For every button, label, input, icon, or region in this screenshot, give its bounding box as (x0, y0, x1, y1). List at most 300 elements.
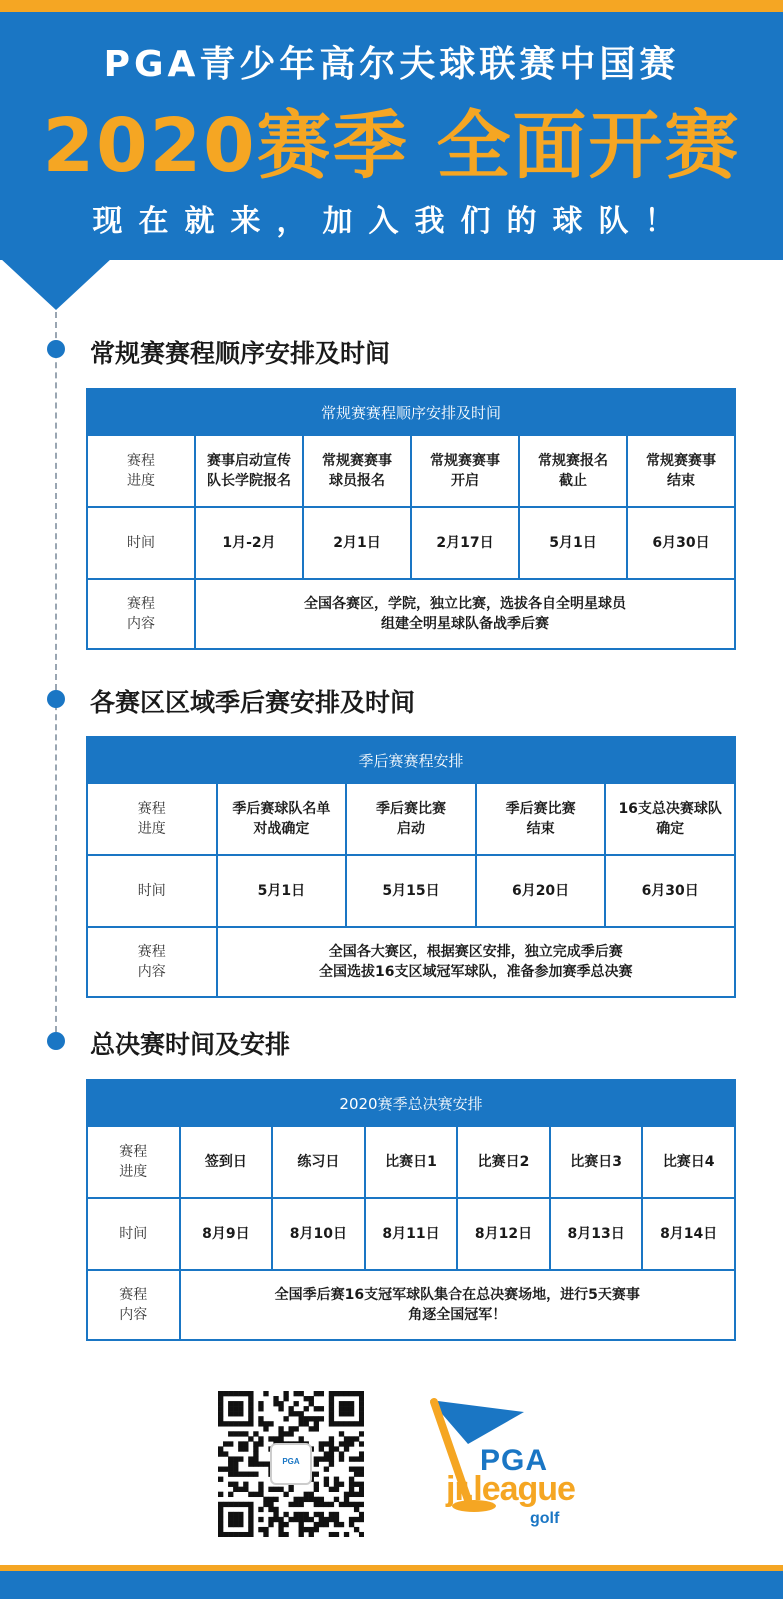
stage-time: 6月30日 (627, 507, 735, 579)
qr-module (294, 1411, 299, 1416)
qr-module (228, 1482, 233, 1487)
qr-module (263, 1532, 268, 1537)
qr-module (304, 1517, 309, 1522)
qr-module (349, 1477, 354, 1482)
qr-module (329, 1502, 334, 1507)
qr-module (288, 1406, 293, 1411)
stage-time: 8月13日 (550, 1198, 643, 1270)
header-title: PGA青少年高尔夫球联赛中国赛 (103, 44, 680, 85)
qr-module (314, 1421, 319, 1426)
table-row (87, 1198, 735, 1270)
qr-module (268, 1517, 273, 1522)
stage-name: 常规赛赛事 结束 (627, 435, 735, 507)
qr-module (258, 1406, 263, 1411)
qr-module (299, 1421, 304, 1426)
table-row (87, 507, 735, 579)
qr-module (288, 1517, 293, 1522)
qr-module (253, 1472, 258, 1477)
qr-module (314, 1522, 319, 1527)
qr-module (329, 1411, 334, 1416)
qr-module (304, 1421, 309, 1426)
qr-module (324, 1502, 329, 1507)
qr-module (344, 1421, 349, 1426)
qr-module (238, 1406, 243, 1411)
qr-module (248, 1492, 253, 1497)
stage-time: 2月1日 (303, 507, 411, 579)
qr-module (349, 1487, 354, 1492)
qr-module (278, 1532, 283, 1537)
qr-module (319, 1416, 324, 1421)
qr-module (228, 1441, 233, 1446)
row-label-content: 赛程 内容 (87, 1270, 180, 1340)
qr-module (344, 1411, 349, 1416)
qr-module (278, 1406, 283, 1411)
qr-module (359, 1472, 364, 1477)
qr-module (359, 1421, 364, 1426)
qr-module (258, 1461, 263, 1466)
qr-module (238, 1391, 243, 1396)
qr-module (243, 1487, 248, 1492)
qr-module (238, 1472, 243, 1477)
qr-module (304, 1492, 309, 1497)
qr-module (329, 1456, 334, 1461)
qr-module (359, 1391, 364, 1396)
qr-module (258, 1416, 263, 1421)
stage-time: 8月10日 (272, 1198, 365, 1270)
qr-module (319, 1446, 324, 1451)
qr-module (233, 1522, 238, 1527)
qr-module (339, 1401, 344, 1406)
logo-pga-text: PGA (480, 1444, 549, 1477)
qr-module (299, 1497, 304, 1502)
stage-name: 常规赛赛事 球员报名 (303, 435, 411, 507)
qr-module (253, 1431, 258, 1436)
table-row (87, 1126, 735, 1198)
stage-name: 季后赛比赛 结束 (476, 783, 606, 855)
qr-module (253, 1456, 258, 1461)
qr-module (309, 1492, 314, 1497)
section-title-finals: 总决赛时间及安排 (90, 1030, 291, 1059)
qr-module (339, 1451, 344, 1456)
stage-name: 赛事启动宣传 队长学院报名 (195, 435, 303, 507)
qr-module (294, 1517, 299, 1522)
qr-module (228, 1492, 233, 1497)
qr-module (349, 1411, 354, 1416)
qr-module (228, 1431, 233, 1436)
qr-module (233, 1411, 238, 1416)
qr-module (248, 1406, 253, 1411)
qr-module (263, 1421, 268, 1426)
qr-module (314, 1472, 319, 1477)
qr-module (253, 1441, 258, 1446)
qr-module (329, 1487, 334, 1492)
qr-module (263, 1461, 268, 1466)
qr-module (238, 1441, 243, 1446)
qr-module (324, 1482, 329, 1487)
stage-name: 比赛日4 (642, 1126, 735, 1198)
qr-module (319, 1517, 324, 1522)
qr-module (314, 1487, 319, 1492)
qr-module (283, 1532, 288, 1537)
qr-module (258, 1507, 263, 1512)
header-headline: 2020赛季 全面开赛 (42, 103, 741, 189)
qr-module (294, 1401, 299, 1406)
qr-module (248, 1401, 253, 1406)
qr-module (329, 1451, 334, 1456)
qr-module (329, 1517, 334, 1522)
qr-module (324, 1441, 329, 1446)
qr-module (314, 1426, 319, 1431)
row-label-time: 时间 (87, 1198, 180, 1270)
qr-module (299, 1517, 304, 1522)
qr-module (248, 1532, 253, 1537)
qr-module (238, 1512, 243, 1517)
stage-name: 比赛日2 (457, 1126, 550, 1198)
qr-module (283, 1492, 288, 1497)
qr-module (223, 1451, 228, 1456)
stage-name: 练习日 (272, 1126, 365, 1198)
top-accent-stripe (0, 0, 783, 12)
qr-module (243, 1472, 248, 1477)
qr-module (243, 1421, 248, 1426)
qr-module (223, 1421, 228, 1426)
qr-module (218, 1421, 223, 1426)
qr-module (354, 1482, 359, 1487)
qr-module (288, 1431, 293, 1436)
qr-module (344, 1492, 349, 1497)
qr-module (268, 1436, 273, 1441)
qr-module (288, 1502, 293, 1507)
qr-module (248, 1527, 253, 1532)
qr-module (339, 1411, 344, 1416)
qr-module (218, 1416, 223, 1421)
qr-module (258, 1482, 263, 1487)
qr-module (218, 1406, 223, 1411)
qr-module (258, 1401, 263, 1406)
qr-module (233, 1517, 238, 1522)
qr-module (299, 1411, 304, 1416)
qr-module (354, 1492, 359, 1497)
qr-module (283, 1391, 288, 1396)
qr-module (238, 1431, 243, 1436)
qr-module (278, 1522, 283, 1527)
qr-module (243, 1431, 248, 1436)
qr-module (253, 1446, 258, 1451)
stage-time: 8月12日 (457, 1198, 550, 1270)
qr-module (288, 1426, 293, 1431)
qr-module (339, 1391, 344, 1396)
qr-module (344, 1497, 349, 1502)
qr-module (233, 1502, 238, 1507)
qr-module (228, 1512, 233, 1517)
qr-module (248, 1507, 253, 1512)
table-row (87, 927, 735, 997)
qr-module (268, 1487, 273, 1492)
qr-module (258, 1487, 263, 1492)
qr-module (223, 1532, 228, 1537)
stage-name: 季后赛比赛 启动 (346, 783, 476, 855)
qr-module (344, 1502, 349, 1507)
qr-module (329, 1461, 334, 1466)
qr-module (319, 1441, 324, 1446)
qr-module (314, 1482, 319, 1487)
qr-module (314, 1527, 319, 1532)
qr-module (309, 1532, 314, 1537)
schedule-content: 全国各大赛区，根据赛区安排，独立完成季后赛 全国选拔16支区域冠军球队，准备参加赛季总决赛 (217, 927, 735, 997)
qr-module (294, 1426, 299, 1431)
qr-module (324, 1522, 329, 1527)
qr-module (349, 1502, 354, 1507)
qr-module (233, 1532, 238, 1537)
qr-module (218, 1492, 223, 1497)
qr-module (354, 1527, 359, 1532)
qr-module (248, 1416, 253, 1421)
row-label-content: 赛程 内容 (87, 579, 195, 649)
qr-module (263, 1497, 268, 1502)
qr-module (228, 1517, 233, 1522)
timeline-dot (47, 340, 65, 358)
qr-module (334, 1497, 339, 1502)
qr-module (228, 1391, 233, 1396)
table-row (87, 1270, 735, 1340)
qr-module (359, 1517, 364, 1522)
qr-module (309, 1497, 314, 1502)
qr-module (359, 1532, 364, 1537)
qr-module (359, 1467, 364, 1472)
qr-module (248, 1472, 253, 1477)
stage-name: 16支总决赛球队 确定 (605, 783, 735, 855)
table-row (87, 783, 735, 855)
pga-jr-league-logo (428, 1398, 598, 1538)
qr-module (278, 1426, 283, 1431)
qr-module (218, 1446, 223, 1451)
qr-module (309, 1416, 314, 1421)
qr-module (223, 1467, 228, 1472)
qr-module (268, 1522, 273, 1527)
qr-module (233, 1512, 238, 1517)
qr-module (324, 1517, 329, 1522)
qr-module (329, 1512, 334, 1517)
qr-module (218, 1401, 223, 1406)
stage-time: 1月-2月 (195, 507, 303, 579)
qr-module (359, 1487, 364, 1492)
timeline-line (55, 312, 57, 1042)
qr-module (228, 1522, 233, 1527)
qr-module (268, 1502, 273, 1507)
qr-module (253, 1492, 258, 1497)
qr-module (273, 1396, 278, 1401)
qr-module (278, 1517, 283, 1522)
qr-code-icon[interactable] (218, 1391, 364, 1537)
stage-name: 签到日 (180, 1126, 273, 1198)
header-notch (0, 258, 112, 310)
qr-module (329, 1401, 334, 1406)
qr-module (314, 1497, 319, 1502)
qr-module (349, 1456, 354, 1461)
qr-module (359, 1396, 364, 1401)
qr-center-text: PGA (282, 1457, 300, 1466)
qr-module (354, 1502, 359, 1507)
qr-module (349, 1441, 354, 1446)
stage-time: 5月1日 (217, 855, 347, 927)
qr-module (299, 1512, 304, 1517)
qr-module (283, 1396, 288, 1401)
qr-module (334, 1421, 339, 1426)
qr-module (268, 1421, 273, 1426)
qr-module (233, 1421, 238, 1426)
qr-module (319, 1391, 324, 1396)
table-row (87, 855, 735, 927)
qr-module (248, 1436, 253, 1441)
qr-module (218, 1527, 223, 1532)
finals-table (86, 1079, 736, 1341)
table-row (87, 435, 735, 507)
qr-module (299, 1436, 304, 1441)
qr-module (273, 1436, 278, 1441)
qr-module (359, 1411, 364, 1416)
qr-module (339, 1406, 344, 1411)
table-row (87, 579, 735, 649)
qr-module (278, 1487, 283, 1492)
qr-module (324, 1456, 329, 1461)
qr-module (344, 1391, 349, 1396)
qr-module (278, 1527, 283, 1532)
row-label-content: 赛程 内容 (87, 927, 217, 997)
qr-module (354, 1421, 359, 1426)
row-label-progress: 赛程 进度 (87, 783, 217, 855)
qr-module (339, 1482, 344, 1487)
qr-module (248, 1502, 253, 1507)
qr-module (354, 1391, 359, 1396)
qr-module (344, 1406, 349, 1411)
qr-module (334, 1446, 339, 1451)
qr-module (258, 1441, 263, 1446)
row-label-time: 时间 (87, 507, 195, 579)
qr-module (304, 1406, 309, 1411)
qr-module (354, 1517, 359, 1522)
qr-module (248, 1517, 253, 1522)
qr-module (309, 1396, 314, 1401)
qr-module (273, 1401, 278, 1406)
qr-module (243, 1482, 248, 1487)
qr-module (354, 1436, 359, 1441)
qr-module (283, 1416, 288, 1421)
table-caption: 常规赛赛程顺序安排及时间 (87, 389, 735, 435)
qr-module (258, 1436, 263, 1441)
qr-module (319, 1497, 324, 1502)
qr-module (304, 1497, 309, 1502)
qr-module (258, 1421, 263, 1426)
qr-module (273, 1487, 278, 1492)
qr-module (228, 1502, 233, 1507)
qr-module (299, 1416, 304, 1421)
stage-time: 5月1日 (519, 507, 627, 579)
qr-module (334, 1477, 339, 1482)
qr-module (218, 1507, 223, 1512)
qr-module (344, 1532, 349, 1537)
qr-module (329, 1396, 334, 1401)
qr-module (233, 1467, 238, 1472)
qr-module (248, 1411, 253, 1416)
qr-module (349, 1517, 354, 1522)
qr-module (299, 1502, 304, 1507)
qr-module (233, 1472, 238, 1477)
qr-module (304, 1416, 309, 1421)
qr-module (329, 1436, 334, 1441)
qr-module (238, 1421, 243, 1426)
stage-time: 6月30日 (605, 855, 735, 927)
qr-module (248, 1421, 253, 1426)
qr-module (349, 1467, 354, 1472)
qr-module (314, 1456, 319, 1461)
qr-module (329, 1421, 334, 1426)
stage-name: 常规赛报名 截止 (519, 435, 627, 507)
qr-module (248, 1391, 253, 1396)
logo-league-text: jr.league (446, 1470, 575, 1508)
qr-module (359, 1456, 364, 1461)
qr-module (329, 1406, 334, 1411)
qr-module (319, 1406, 324, 1411)
qr-module (359, 1441, 364, 1446)
playoffs-table (86, 736, 736, 998)
qr-module (359, 1512, 364, 1517)
qr-module (273, 1512, 278, 1517)
qr-module (238, 1517, 243, 1522)
qr-module (263, 1527, 268, 1532)
header-slogan: 现在就来，加入我们的球队！ (92, 204, 691, 239)
qr-module (218, 1396, 223, 1401)
row-label-time: 时间 (87, 855, 217, 927)
qr-module (304, 1396, 309, 1401)
qr-module (233, 1401, 238, 1406)
qr-module (238, 1401, 243, 1406)
stage-time: 6月20日 (476, 855, 606, 927)
qr-module (324, 1467, 329, 1472)
qr-module (248, 1456, 253, 1461)
qr-module (243, 1441, 248, 1446)
qr-module (278, 1436, 283, 1441)
qr-module (238, 1532, 243, 1537)
qr-module (243, 1502, 248, 1507)
qr-module (334, 1522, 339, 1527)
qr-module (233, 1431, 238, 1436)
section-title-regular-season: 常规赛赛程顺序安排及时间 (90, 339, 391, 368)
qr-module (359, 1416, 364, 1421)
qr-module (349, 1401, 354, 1406)
qr-module (319, 1512, 324, 1517)
qr-module (334, 1391, 339, 1396)
qr-module (238, 1522, 243, 1527)
schedule-content: 全国各赛区，学院，独立比赛，选拔各自全明星球员 组建全明星球队备战季后赛 (195, 579, 735, 649)
qr-module (309, 1401, 314, 1406)
row-label-progress: 赛程 进度 (87, 435, 195, 507)
qr-module (324, 1477, 329, 1482)
qr-module (349, 1421, 354, 1426)
qr-module (228, 1401, 233, 1406)
qr-module (233, 1487, 238, 1492)
qr-module (238, 1446, 243, 1451)
qr-module (339, 1502, 344, 1507)
qr-module (218, 1517, 223, 1522)
schedule-content: 全国季后赛16支冠军球队集合在总决赛场地，进行5天赛事 角逐全国冠军！ (180, 1270, 735, 1340)
qr-module (334, 1517, 339, 1522)
qr-module (329, 1416, 334, 1421)
stage-time: 5月15日 (346, 855, 476, 927)
stage-name: 比赛日1 (365, 1126, 458, 1198)
qr-module (344, 1441, 349, 1446)
qr-module (288, 1487, 293, 1492)
timeline-dot (47, 1032, 65, 1050)
